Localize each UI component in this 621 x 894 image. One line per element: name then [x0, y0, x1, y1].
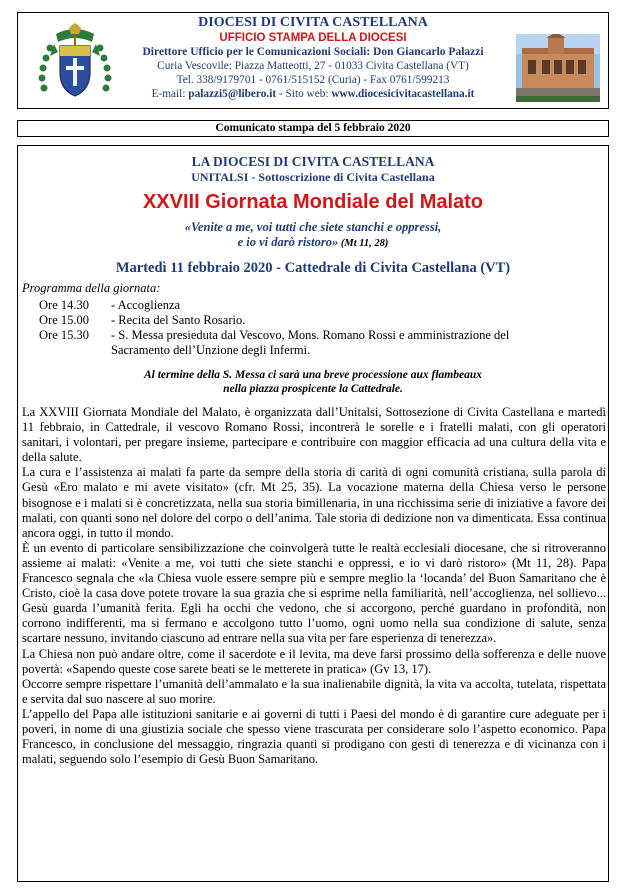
- closing-note: [18, 368, 608, 396]
- letterhead-director: Direttore Ufficio per le Comunicazioni Sociali: Don Giancarlo Palazzi: [142, 46, 484, 58]
- program-activity: - Recita del Santo Rosario.: [111, 313, 246, 327]
- event-quote-line-2: [18, 235, 608, 251]
- article-paragraph: Occorre sempre rispettare l’umanità dell’ammalato e la sua inalienabile dignità, la vita va accolta, tutelata, rispettata e servita dal suo nascere al suo morire.: [22, 676, 606, 706]
- diocese-coat-of-arms-icon: [36, 22, 114, 102]
- press-release-body: [17, 145, 609, 882]
- program-list: [39, 298, 608, 358]
- article-text: [22, 405, 606, 767]
- program-time: Ore 15.00: [39, 313, 89, 327]
- website-link[interactable]: www.diocesicivitacastellana.it: [331, 88, 475, 100]
- article-paragraph: È un evento di particolare sensibilizzazione che coinvolgerà tutte le realtà ecclesiali diocesane, che si ritroveranno assieme ai malati: «Venite a me, voi tutti che siete stanchi e oppressi, e io vi darò ristoro» (Mt 11, 28). Papa Francesco segnala che «la Chiesa vuole essere sempre più e sempre meglio la ‘locanda’ del Buon Samaritano che è Cristo, cioè la casa dove potete trovare la sua grazia che si esprime nella familiarità, nell’accoglienza, nel sollievo... Gesù guarda l’umanità ferita. Egli ha occhi che vedono, che si accorgono, perché guardano in profondità, non corrono indifferenti, ma si fermano e accolgono tutto l’uomo, ogni uomo nella sua condizione di salute, senza scartare nessuno, invitando ciascuno ad entrare nella sua vita per fare esperienza di tenerezza».: [22, 540, 606, 646]
- program-title: Programma della giornata:: [22, 281, 161, 295]
- letterhead-contacts: [118, 87, 508, 101]
- press-release-date: Comunicato stampa del 5 febbraio 2020: [17, 120, 609, 137]
- program-item: [39, 298, 608, 313]
- article-paragraph: La cura e l’assistenza ai malati fa parte da sempre della storia di carità di ogni comunità cristiana, sulla parola di Gesù «Ero malato e mi avete visitato» (cfr. Mt 25, 35). La vocazione materna della Chiesa verso le persone bisognose e i malati si è concretizzata, nella sua storia bimillenaria, in una ricchissima serie di iniziative a favore dei malati, con quanti sono nel dolore del corpo o dell’anima. Tale storia di dedizione non va dimenticata. Essa continua ancora oggi, in tutto il mondo.: [22, 465, 606, 540]
- event-quote-line-1: «Venite a me, voi tutti che siete stanchi e oppressi,: [184, 220, 442, 234]
- article-paragraph: L’appello del Papa alle istituzioni sanitarie e ai governi di tutti i Paesi del mondo è di garantire cure adeguate per i poveri, in nome di una giustizia sociale che spesso viene trascurata per considerare solo l’aspetto economico. Papa Francesco, in conclusione del messaggio, ringrazia quanti si prodigano con gesti di tenerezza e di vicinanza con i malati, seguendo solo l’esempio di Gesù Buon Samaritano.: [22, 706, 606, 767]
- email-link[interactable]: palazzi5@libero.it: [188, 88, 277, 100]
- program-time: Ore 15.30: [39, 328, 89, 342]
- program-time: Ore 14.30: [39, 298, 89, 312]
- article-paragraph: La Chiesa non può andare oltre, come il sacerdote e il levita, ma deve farsi prossimo della sofferenza e delle nuove povertà: «Sapendo queste cose sarete beati se le metterete in pratica» (Gv 13, 17).: [22, 646, 606, 676]
- event-quote-text-2: e io vi darò ristoro»: [237, 235, 339, 249]
- program-item: [39, 328, 608, 358]
- body-diocese-title: LA DIOCESI DI CIVITA CASTELLANA: [191, 154, 435, 169]
- closing-note-line-2: nella piazza prospicente la Cattedrale.: [223, 383, 403, 395]
- body-unitalsi-subtitle: UNITALSI - Sottoscrizione di Civita Castellana: [191, 170, 435, 184]
- letterhead-press-office: UFFICIO STAMPA DELLA DIOCESI: [219, 32, 407, 44]
- event-title: XXVIII Giornata Mondiale del Malato: [142, 191, 484, 213]
- event-quote: [18, 220, 608, 251]
- letterhead-text: [118, 14, 508, 101]
- email-label: E-mail:: [151, 88, 189, 100]
- event-quote-reference: (Mt 11, 28): [338, 238, 389, 249]
- cathedral-photo: [516, 34, 600, 102]
- event-date-location: Martedì 11 febbraio 2020 - Cattedrale di Civita Castellana (VT): [115, 260, 511, 276]
- web-label: - Sito web:: [276, 88, 332, 100]
- program-activity: - S. Messa presieduta dal Vescovo, Mons. Romano Rossi e amministrazione del Sacramento dell’Unzione degli Infermi.: [111, 328, 510, 357]
- letterhead-address: Curia Vescovile: Piazza Matteotti, 27 - 01033 Civita Castellana (VT): [157, 60, 469, 72]
- program-activity: - Accoglienza: [111, 298, 181, 312]
- closing-note-line-1: Al termine della S. Messa ci sarà una breve processione aux flambeaux: [144, 369, 482, 381]
- letterhead: [17, 12, 609, 109]
- letterhead-phones: Tel. 338/9179701 - 0761/515152 (Curia) - Fax 0761/599213: [176, 74, 450, 86]
- article-paragraph: La XXVIII Giornata Mondiale del Malato, è organizzata dall’Unitalsi, Sottosezione di Civita Castellana e martedì 11 febbraio, in Cattedrale, il vescovo Romano Rossi, incontrerà le sorelle e i fratelli malati, con gli operatori sanitari, i volontari, per pregare insieme, partecipare e contribuire con maggior efficacia ad una cultura della vita e della salute.: [22, 405, 606, 465]
- program-item: [39, 313, 608, 328]
- letterhead-diocese: DIOCESI DI CIVITA CASTELLANA: [198, 15, 428, 30]
